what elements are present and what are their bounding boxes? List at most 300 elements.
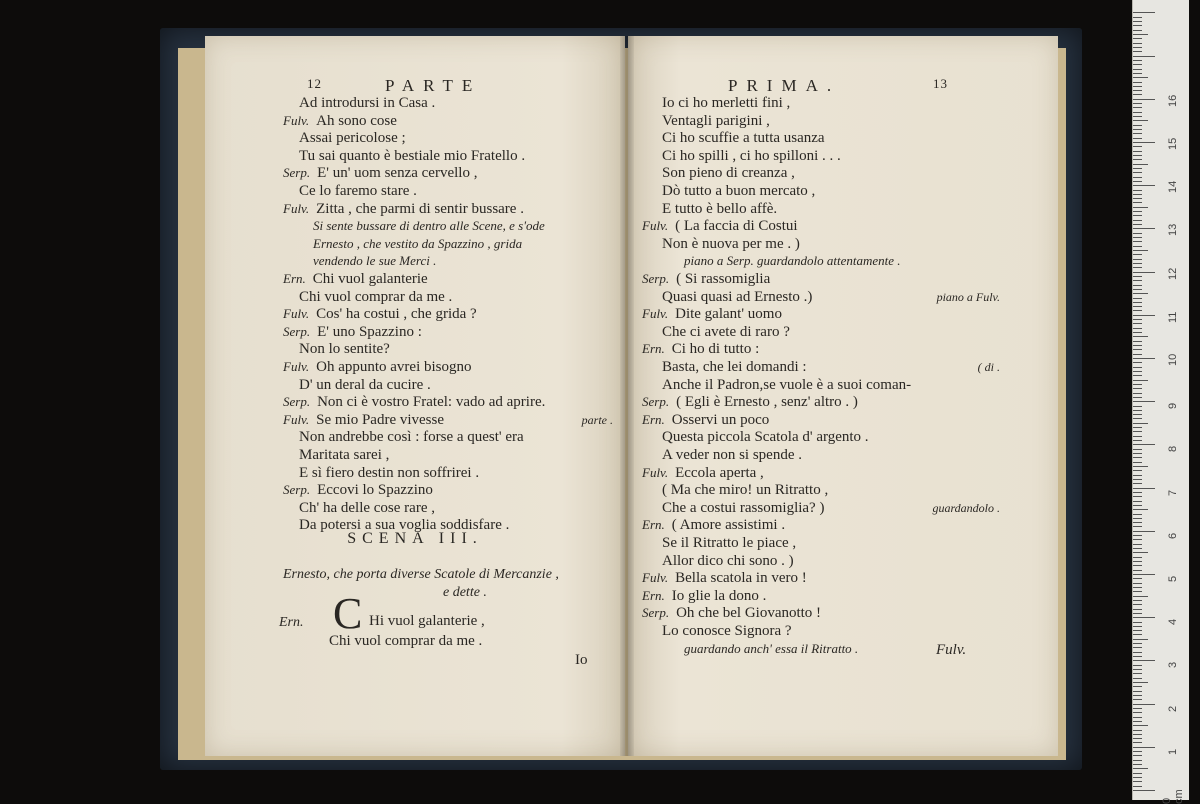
text-line: [283, 270, 428, 288]
text-line: [662, 499, 824, 517]
left-page: [205, 36, 625, 756]
line-text: Ci ho di tutto :: [671, 341, 760, 358]
text-line: [283, 323, 422, 341]
ruler-tick: [1133, 518, 1142, 519]
text-line: [662, 200, 777, 218]
ruler-tick: [1133, 773, 1142, 774]
ruler-tick: [1133, 557, 1142, 558]
ruler-tick: [1133, 302, 1142, 303]
speaker-label: Ern.: [642, 517, 665, 533]
ruler-tick: [1133, 358, 1155, 359]
ruler-tick: [1133, 56, 1155, 57]
ruler-tick: [1133, 82, 1142, 83]
left-catchword: Io: [575, 652, 588, 668]
ruler-tick: [1133, 492, 1142, 493]
ruler-tick: [1133, 77, 1148, 78]
speaker-label: Serp.: [283, 394, 311, 410]
text-line: [299, 129, 406, 147]
ruler-tick: [1133, 699, 1142, 700]
text-line: [299, 147, 525, 165]
stage-note: guardandolo .: [932, 500, 1000, 515]
ruler-tick: [1133, 730, 1142, 731]
ruler-tick: [1133, 60, 1142, 61]
ruler-tick: [1133, 673, 1142, 674]
final-speaker: Ern.: [279, 615, 304, 630]
ruler-tick: [1133, 570, 1142, 571]
text-line: [283, 112, 397, 130]
ruler-tick: [1133, 747, 1155, 748]
ruler-tick: [1133, 120, 1148, 121]
ruler-tick: [1133, 90, 1142, 91]
ruler-tick: [1133, 760, 1142, 761]
ruler-tick: [1133, 146, 1142, 147]
ruler-tick: [1133, 34, 1148, 35]
speaker-label: Fulv.: [642, 306, 669, 322]
line-text: Ci ho scuffie a tutta usanza: [662, 130, 825, 147]
speaker-label: Fulv.: [642, 570, 669, 586]
ruler-tick: [1133, 609, 1142, 610]
text-line: [642, 569, 807, 587]
line-text: Quasi quasi ad Ernesto .): [662, 288, 813, 305]
ruler-tick: [1133, 272, 1155, 273]
ruler-tick: [1133, 539, 1142, 540]
ruler-tick: [1133, 220, 1142, 221]
text-line: [662, 534, 796, 552]
ruler-tick: [1133, 194, 1142, 195]
ruler-tick: [1133, 168, 1142, 169]
ruler-tick: [1133, 604, 1142, 605]
ruler-tick: [1133, 444, 1155, 445]
line-text: Son pieno di creanza ,: [662, 165, 795, 182]
ruler-tick: [1133, 241, 1142, 242]
ruler-tick: [1133, 371, 1142, 372]
ruler-tick: [1133, 526, 1142, 527]
ruler-tick: [1133, 725, 1148, 726]
ruler-tick: [1133, 622, 1142, 623]
ruler-tick: [1133, 177, 1142, 178]
ruler-tick: [1133, 207, 1148, 208]
ruler-tick: [1133, 246, 1142, 247]
text-line: [299, 94, 435, 112]
ruler-tick: [1133, 323, 1142, 324]
ruler-tick: [1133, 427, 1142, 428]
text-line: [299, 428, 524, 446]
ruler-tick: [1133, 738, 1142, 739]
ruler-tick: [1133, 237, 1142, 238]
line-text: ( Egli è Ernesto , senz' altro . ): [676, 394, 858, 411]
speaker-label: Fulv.: [283, 411, 310, 427]
ruler-tick: [1133, 367, 1142, 368]
line-text: A veder non si spende .: [662, 447, 802, 463]
line-text: ( Amore assistimi .: [671, 517, 786, 534]
text-line: [283, 358, 472, 376]
ruler-tick: [1133, 151, 1142, 152]
drop-cap: C: [333, 589, 363, 638]
ruler-label: 6: [1167, 532, 1179, 539]
text-line: [283, 411, 444, 429]
ruler-tick: [1133, 639, 1148, 640]
line-text: Che ci avete di raro ?: [662, 323, 790, 340]
text-line: [642, 587, 766, 605]
stage-note: parte .: [581, 412, 613, 427]
ruler-tick: [1133, 695, 1142, 696]
ruler-tick: [1133, 388, 1142, 389]
ruler-tick: [1133, 155, 1142, 156]
line-text: Ah sono cose: [316, 112, 397, 129]
ruler-tick: [1133, 734, 1142, 735]
text-line: [313, 235, 522, 253]
speaker-label: Fulv.: [642, 218, 669, 234]
text-line: [662, 481, 828, 499]
line-text: Lo conosce Signora ?: [662, 623, 792, 639]
speaker-label: Ern.: [642, 587, 665, 603]
ruler-tick: [1133, 263, 1142, 264]
text-line: [299, 376, 431, 394]
text-line: [662, 376, 911, 394]
ruler-tick: [1133, 786, 1142, 787]
line-text: Io glie la dono .: [671, 587, 767, 604]
speaker-label: Serp.: [642, 605, 670, 621]
text-line: [642, 393, 858, 411]
text-line: [642, 305, 782, 323]
ruler-tick: [1133, 25, 1142, 26]
ruler-tick: [1133, 103, 1142, 104]
text-line: [642, 270, 770, 288]
ruler-tick: [1133, 107, 1142, 108]
ruler-tick: [1133, 319, 1142, 320]
ruler-tick: [1133, 86, 1142, 87]
text-line: [662, 323, 790, 341]
ruler-tick: [1133, 777, 1142, 778]
book-gutter: [620, 36, 634, 756]
ruler-tick: [1133, 215, 1142, 216]
ruler-tick: [1133, 375, 1142, 376]
ruler-tick: [1133, 233, 1142, 234]
ruler-tick: [1133, 410, 1142, 411]
ruler-tick: [1133, 185, 1155, 186]
ruler-tick: [1133, 466, 1148, 467]
text-line: [662, 164, 795, 182]
speaker-label: Serp.: [283, 482, 311, 498]
ruler-label: 9: [1167, 403, 1179, 410]
text-line: [642, 604, 821, 622]
ruler-tick: [1133, 574, 1155, 575]
line-text: Si sente bussare di dentro alle Scene, e s'ode: [313, 218, 545, 234]
ruler-tick: [1133, 181, 1142, 182]
ruler-tick: [1133, 397, 1142, 398]
ruler-tick: [1133, 686, 1142, 687]
ruler-tick: [1133, 721, 1142, 722]
stage-direction: Ernesto, che porta diverse Scatole di Mercanzie ,: [283, 567, 559, 582]
ruler-tick: [1133, 354, 1142, 355]
ruler-tick: [1133, 116, 1142, 117]
ruler-label: 0 cm: [1161, 789, 1185, 804]
ruler-tick: [1133, 479, 1142, 480]
text-line: [662, 288, 812, 306]
ruler-label: 16: [1167, 94, 1179, 107]
ruler-tick: [1133, 202, 1142, 203]
text-line: [642, 217, 798, 235]
line-text: Tu sai quanto è bestiale mio Fratello .: [299, 147, 526, 164]
speaker-label: Fulv.: [283, 200, 310, 216]
text-line: [313, 252, 436, 270]
left-running-head: PARTE: [385, 76, 482, 95]
text-line: [662, 147, 841, 165]
ruler-tick: [1133, 514, 1142, 515]
ruler-tick: [1133, 125, 1142, 126]
left-page-number: 12: [307, 76, 322, 91]
line-text: ( Ma che miro! un Ritratto ,: [662, 482, 829, 499]
line-text: Cos' ha costui , che grida ?: [316, 306, 477, 323]
ruler-tick: [1133, 224, 1142, 225]
line-text: Oh che bel Giovanotto !: [676, 605, 822, 622]
ruler-tick: [1133, 496, 1142, 497]
line-text: Che a costui rassomiglia? ): [662, 499, 825, 516]
line-text: Non andrebbe così : forse a quest' era: [299, 429, 524, 446]
ruler-tick: [1133, 440, 1142, 441]
line-text: Eccovi lo Spazzino: [317, 482, 433, 499]
text-line: [662, 622, 792, 640]
ruler-tick: [1133, 449, 1142, 450]
ruler-tick: [1133, 643, 1142, 644]
line-text: Ernesto , che vestito da Spazzino , grida: [313, 235, 523, 251]
line-text: Non è nuova per me . ): [662, 235, 800, 252]
ruler-tick: [1133, 198, 1142, 199]
ruler-tick: [1133, 267, 1142, 268]
ruler-tick: [1133, 254, 1142, 255]
ruler-tick: [1133, 211, 1142, 212]
ruler-tick: [1133, 717, 1142, 718]
ruler-tick: [1133, 501, 1142, 502]
stage-direction-2: e dette .: [443, 585, 487, 600]
ruler-tick: [1133, 470, 1142, 471]
ruler-tick: [1133, 656, 1142, 657]
ruler-tick: [1133, 414, 1142, 415]
ruler-tick: [1133, 276, 1142, 277]
right-page-number: 13: [933, 76, 948, 91]
speaker-label: Ern.: [283, 271, 306, 286]
ruler-tick: [1133, 665, 1142, 666]
ruler-tick: [1133, 652, 1142, 653]
final-line-1: Hi vuol galanterie ,: [369, 613, 485, 629]
ruler-label: 14: [1167, 180, 1179, 194]
ruler-label: 11: [1167, 311, 1179, 323]
ruler-tick: [1133, 172, 1142, 173]
ruler-tick: [1133, 781, 1142, 782]
stage-note: piano a Fulv.: [936, 289, 1000, 304]
speaker-label: Ern.: [642, 341, 665, 357]
ruler-label: 2: [1167, 705, 1179, 712]
text-line: [662, 446, 802, 464]
ruler-label: 10: [1167, 353, 1179, 366]
ruler-tick: [1133, 73, 1142, 74]
ruler-label: 5: [1167, 575, 1179, 582]
ruler-tick: [1133, 228, 1155, 229]
ruler-tick: [1133, 552, 1148, 553]
ruler-label: 1: [1167, 748, 1179, 755]
line-text: Io ci ho merletti fini ,: [662, 95, 791, 111]
ruler-tick: [1133, 349, 1142, 350]
ruler-tick: [1133, 678, 1142, 679]
ruler-label: 4: [1167, 619, 1179, 626]
ruler-tick: [1133, 509, 1148, 510]
line-text: Ad introdursi in Casa .: [299, 95, 436, 111]
ruler-tick: [1133, 159, 1142, 160]
line-text: Basta, che lei domandi :: [662, 359, 807, 375]
ruler-tick: [1133, 704, 1155, 705]
ruler-tick: [1133, 764, 1142, 765]
text-line: [662, 428, 869, 446]
ruler-tick: [1133, 691, 1142, 692]
ruler-tick: [1133, 51, 1142, 52]
ruler-tick: [1133, 488, 1155, 489]
text-line: [299, 464, 479, 482]
text-line: [684, 640, 858, 658]
ruler-tick: [1133, 751, 1142, 752]
ruler-tick: [1133, 280, 1142, 281]
line-text: Se mio Padre vivesse: [316, 411, 445, 428]
line-text: Ventagli parigini ,: [662, 112, 770, 129]
ruler-tick: [1133, 522, 1142, 523]
ruler-tick: [1133, 708, 1142, 709]
ruler-tick: [1133, 544, 1142, 545]
line-text: vendendo le sue Merci .: [313, 253, 437, 269]
ruler-tick: [1133, 306, 1142, 307]
ruler-tick: [1133, 332, 1142, 333]
text-line: [283, 481, 433, 499]
line-text: Ch' ha delle cose rare ,: [299, 499, 435, 516]
line-text: E tutto è bello affè.: [662, 200, 778, 217]
text-line: [642, 464, 764, 482]
stage-note: ( di .: [977, 360, 1000, 374]
text-line: [299, 446, 389, 464]
ruler-tick: [1133, 790, 1155, 791]
speaker-label: Fulv.: [283, 359, 310, 374]
line-text: E' uno Spazzino :: [317, 323, 422, 340]
ruler-tick: [1133, 712, 1142, 713]
line-text: Questa piccola Scatola d' argento .: [662, 429, 869, 446]
ruler-tick: [1133, 587, 1142, 588]
ruler-tick: [1133, 328, 1142, 329]
ruler-tick: [1133, 12, 1155, 13]
text-line: [662, 235, 800, 253]
ruler-tick: [1133, 626, 1142, 627]
ruler-tick: [1133, 129, 1142, 130]
line-text: D' un deral da cucire .: [299, 376, 431, 393]
text-line: [642, 340, 759, 358]
ruler-tick: [1133, 315, 1155, 316]
line-text: piano a Serp. guardandolo attentamente .: [684, 253, 901, 269]
ruler-tick: [1133, 293, 1148, 294]
ruler-tick: [1133, 630, 1142, 631]
line-text: Ce lo faremo stare .: [299, 183, 417, 199]
ruler-tick: [1133, 634, 1142, 635]
ruler-tick: [1133, 401, 1155, 402]
line-text: Non ci è vostro Fratel: vado ad aprire.: [317, 394, 546, 411]
speaker-label: Serp.: [642, 271, 670, 286]
ruler-tick: [1133, 393, 1142, 394]
text-line: [299, 499, 435, 517]
ruler-tick: [1133, 341, 1142, 342]
ruler-tick: [1133, 362, 1142, 363]
text-line: [684, 252, 901, 270]
ruler-tick: [1133, 69, 1142, 70]
speaker-label: Fulv.: [283, 306, 310, 322]
ruler-tick: [1133, 17, 1142, 18]
text-line: [299, 182, 417, 200]
ruler-tick: [1133, 380, 1148, 381]
line-text: ( La faccia di Costui: [675, 218, 798, 235]
line-text: E' un' uom senza cervello ,: [317, 165, 478, 182]
ruler-tick: [1133, 423, 1148, 424]
measuring-ruler: [1132, 0, 1189, 804]
ruler-tick: [1133, 561, 1142, 562]
ruler-tick: [1133, 431, 1142, 432]
speaker-label: Serp.: [283, 165, 311, 181]
line-text: Ci ho spilli , ci ho spilloni . . .: [662, 147, 841, 164]
ruler-tick: [1133, 250, 1148, 251]
ruler-tick: [1133, 30, 1142, 31]
scene-title: SCENA III.: [347, 530, 483, 547]
speaker-label: Serp.: [642, 394, 670, 410]
ruler-tick: [1133, 94, 1142, 95]
text-line: [299, 340, 390, 358]
ruler-tick: [1133, 47, 1142, 48]
text-line: [662, 94, 790, 112]
right-running-head: PRIMA.: [728, 76, 841, 95]
line-text: Osservi un poco: [671, 411, 770, 428]
ruler-tick: [1133, 418, 1142, 419]
ruler-label: 7: [1167, 489, 1179, 496]
line-text: guardando anch' essa il Ritratto .: [684, 640, 859, 656]
ruler-tick: [1133, 259, 1142, 260]
ruler-tick: [1133, 38, 1142, 39]
ruler-tick: [1133, 336, 1148, 337]
ruler-tick: [1133, 142, 1155, 143]
ruler-tick: [1133, 591, 1142, 592]
line-text: E sì fiero destin non soffrirei .: [299, 464, 480, 481]
ruler-tick: [1133, 64, 1142, 65]
line-text: Se il Ritratto le piace ,: [662, 535, 797, 551]
ruler-tick: [1133, 164, 1148, 165]
ruler-tick: [1133, 505, 1142, 506]
text-line: [313, 217, 545, 235]
ruler-tick: [1133, 190, 1142, 191]
ruler-tick: [1133, 617, 1155, 618]
ruler-label: 8: [1167, 446, 1179, 453]
ruler-tick: [1133, 548, 1142, 549]
final-line-2: Chi vuol comprar da me .: [329, 633, 483, 649]
line-text: Eccola aperta ,: [675, 464, 764, 481]
ruler-tick: [1133, 475, 1142, 476]
ruler-tick: [1133, 310, 1142, 311]
ruler-tick: [1133, 99, 1155, 100]
ruler-tick: [1133, 285, 1142, 286]
line-text: Assai pericolose ;: [299, 130, 406, 147]
ruler-tick: [1133, 298, 1142, 299]
ruler-tick: [1133, 462, 1142, 463]
text-line: [662, 358, 807, 376]
line-text: Oh appunto avrei bisogno: [316, 359, 472, 375]
ruler-label: 3: [1167, 662, 1179, 669]
text-line: [662, 112, 770, 130]
text-line: [662, 552, 794, 570]
ruler-tick: [1133, 596, 1148, 597]
line-text: ( Si rassomiglia: [676, 271, 771, 287]
ruler-label: 15: [1167, 137, 1179, 150]
ruler-label: 12: [1167, 267, 1179, 280]
ruler-tick: [1133, 406, 1142, 407]
